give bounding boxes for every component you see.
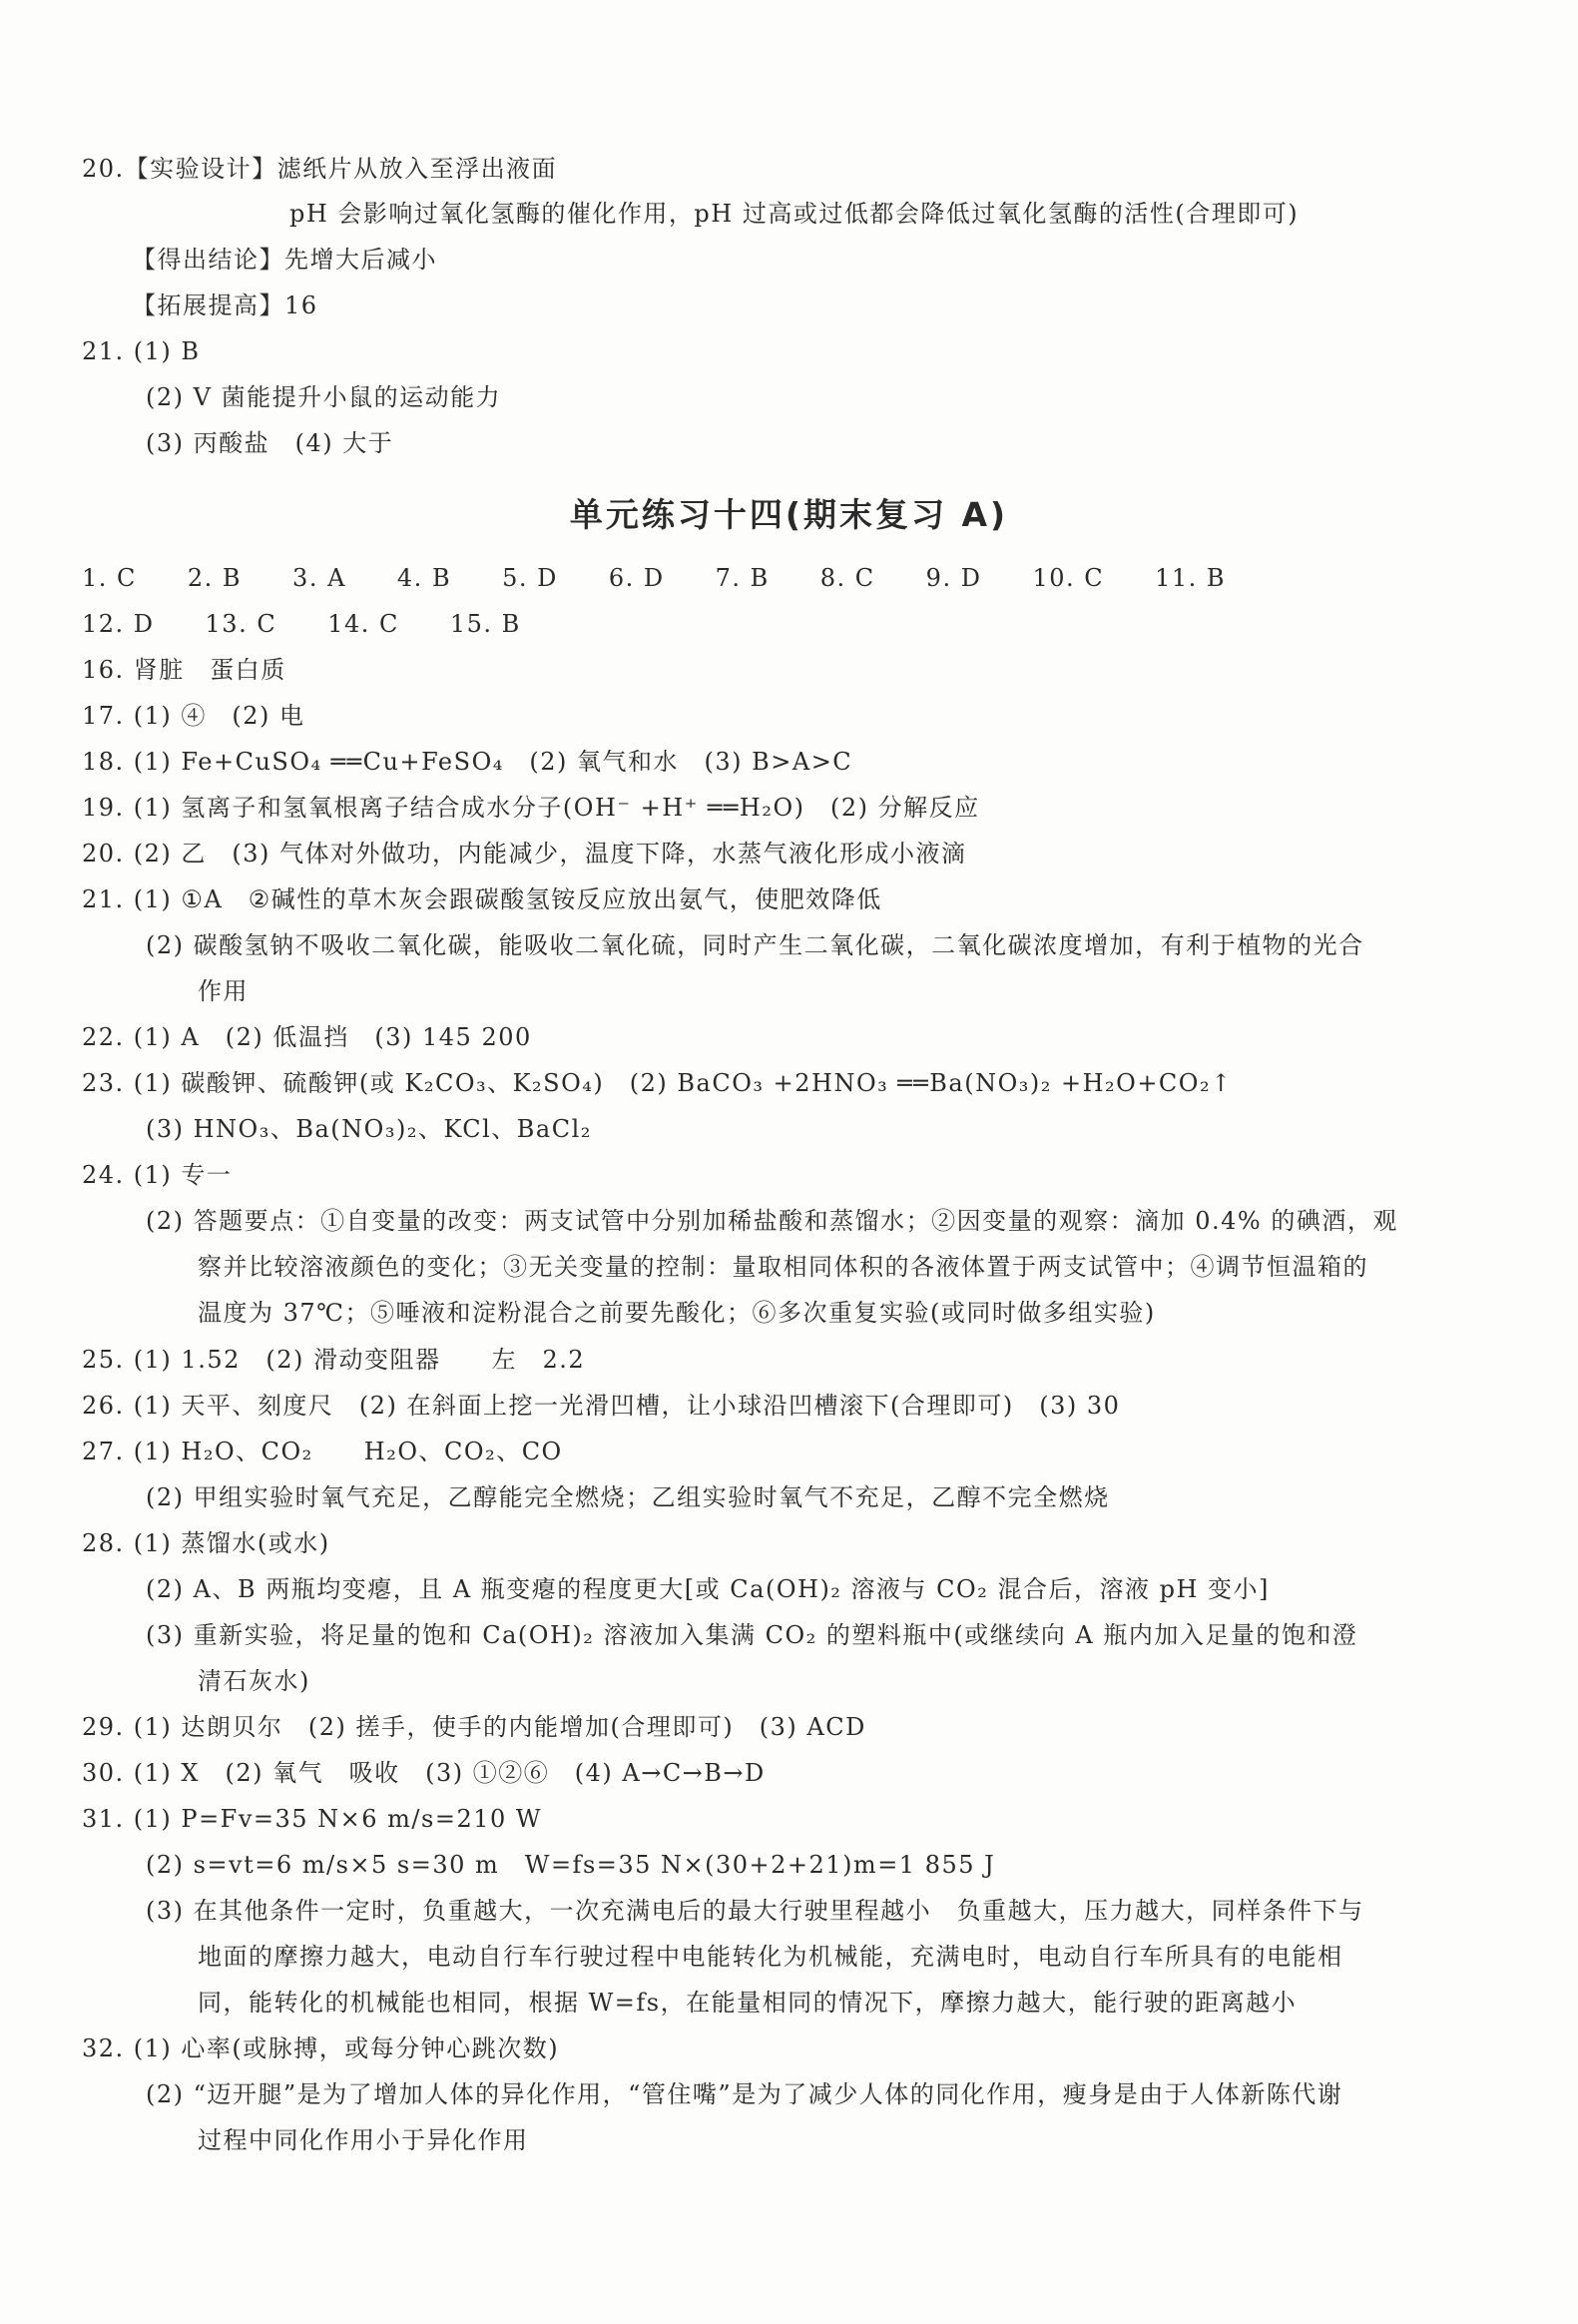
answer-line: 22. (1) A (2) 低温挡 (3) 145 200 <box>82 1023 532 1051</box>
answer-line: (2) 甲组实验时氧气充足，乙醇能完全燃烧；乙组实验时氧气不充足，乙醇不完全燃烧 <box>146 1483 1110 1511</box>
answer-line: 【拓展提高】16 <box>132 291 318 319</box>
answer-line: 温度为 37℃；⑤唾液和淀粉混合之前要先酸化；⑥多次重复实验(或同时做多组实验) <box>198 1299 1156 1327</box>
answer-line: 16. 肾脏 蛋白质 <box>82 656 286 684</box>
answer-line: 过程中同化作用小于异化作用 <box>198 2126 529 2154</box>
answer-line: 20. (2) 乙 (3) 气体对外做功，内能减少，温度下降，水蒸气液化形成小液滴 <box>82 840 967 868</box>
answer-line: (2) V 菌能提升小鼠的运动能力 <box>146 383 502 411</box>
answer-line: 21. (1) ①A ②碱性的草木灰会跟碳酸氢铵反应放出氨气，使肥效降低 <box>82 885 882 913</box>
answer-line: (2) “迈开腿”是为了增加人体的异化作用，“管住嘴”是为了减少人体的同化作用，瘦身是由于人体新陈代谢 <box>146 2080 1343 2108</box>
answer-line: (2) 答题要点：①自变量的改变：两支试管中分别加稀盐酸和蒸馏水；②因变量的观察：滴加 0.4% 的碘酒，观 <box>146 1207 1398 1235</box>
answer-line: 29. (1) 达朗贝尔 (2) 搓手，使手的内能增加(合理即可) (3) ACD <box>82 1713 866 1741</box>
answer-line: 19. (1) 氢离子和氢氧根离子结合成水分子(OH⁻ +H⁺ ══H₂O) (2) 分解反应 <box>82 794 980 822</box>
answer-line: 1. C 2. B 3. A 4. B 5. D 6. D 7. B 8. C 9. D 10. C 11. B <box>82 564 1227 592</box>
answer-line: (3) 丙酸盐 (4) 大于 <box>146 429 394 457</box>
answer-line: 20.【实验设计】滤纸片从放入至浮出液面 <box>82 155 558 183</box>
answer-line: 地面的摩擦力越大，电动自行车行驶过程中电能转化为机械能，充满电时，电动自行车所具有的电能相 <box>198 1943 1343 1971</box>
answer-line: 12. D 13. C 14. C 15. B <box>82 610 521 638</box>
answer-line: 31. (1) P=Fv=35 N×6 m/s=210 W <box>82 1805 543 1833</box>
answer-line: (3) 在其他条件一定时，负重越大，一次充满电后的最大行驶里程越小 负重越大，压力越大，同样条件下与 <box>146 1897 1364 1925</box>
answer-line: 23. (1) 碳酸钾、硫酸钾(或 K₂CO₃、K₂SO₄) (2) BaCO₃ +2HNO₃ ══Ba(NO₃)₂ +H₂O+CO₂↑ <box>82 1069 1233 1097</box>
answer-line: 清石灰水) <box>198 1667 310 1695</box>
answer-line: 【得出结论】先增大后减小 <box>132 246 437 274</box>
answer-line: 26. (1) 天平、刻度尺 (2) 在斜面上挖一光滑凹槽，让小球沿凹槽滚下(合理即可) (3) 30 <box>82 1392 1121 1420</box>
answer-line: 27. (1) H₂O、CO₂ H₂O、CO₂、CO <box>82 1438 563 1465</box>
answer-line: 作用 <box>198 977 249 1005</box>
answer-line: 24. (1) 专一 <box>82 1161 233 1189</box>
answer-line: (2) A、B 两瓶均变瘪，且 A 瓶变瘪的程度更大[或 Ca(OH)₂ 溶液与 CO₂ 混合后，溶液 pH 变小] <box>146 1575 1270 1603</box>
answer-line: 察并比较溶液颜色的变化；③无关变量的控制：量取相同体积的各液体置于两支试管中；④调节恒温箱的 <box>198 1253 1368 1281</box>
answer-line: (3) 重新实验，将足量的饱和 Ca(OH)₂ 溶液加入集满 CO₂ 的塑料瓶中(或继续向 A 瓶内加入足量的饱和澄 <box>146 1621 1358 1649</box>
answer-line: (2) s=vt=6 m/s×5 s=30 m W=fs=35 N×(30+2+21)m=1 855 J <box>146 1851 996 1879</box>
answer-line: 同，能转化的机械能也相同，根据 W=fs，在能量相同的情况下，摩擦力越大，能行驶的距离越小 <box>198 1989 1298 2017</box>
answer-line: (3) HNO₃、Ba(NO₃)₂、KCl、BaCl₂ <box>146 1115 592 1143</box>
answer-line: 32. (1) 心率(或脉搏，或每分钟心跳次数) <box>82 2034 560 2062</box>
answer-line: 30. (1) X (2) 氧气 吸收 (3) ①②⑥ (4) A→C→B→D <box>82 1759 766 1787</box>
answer-line: 28. (1) 蒸馏水(或水) <box>82 1529 330 1557</box>
answer-line: 17. (1) ④ (2) 电 <box>82 702 305 730</box>
answer-line: 25. (1) 1.52 (2) 滑动变阻器 左 2.2 <box>82 1346 586 1374</box>
answer-line: 21. (1) B <box>82 337 201 365</box>
answer-line: (2) 碳酸氢钠不吸收二氧化碳，能吸收二氧化硫，同时产生二氧化碳，二氧化碳浓度增加，有利于植物的光合 <box>146 931 1364 959</box>
answer-line: pH 会影响过氧化氢酶的催化作用，pH 过高或过低都会降低过氧化氢酶的活性(合理即可) <box>289 200 1300 228</box>
section-title: 单元练习十四(期末复习 A) <box>569 495 1009 534</box>
answer-line: 18. (1) Fe+CuSO₄ ══Cu+FeSO₄ (2) 氧气和水 (3) B>A>C <box>82 748 853 776</box>
